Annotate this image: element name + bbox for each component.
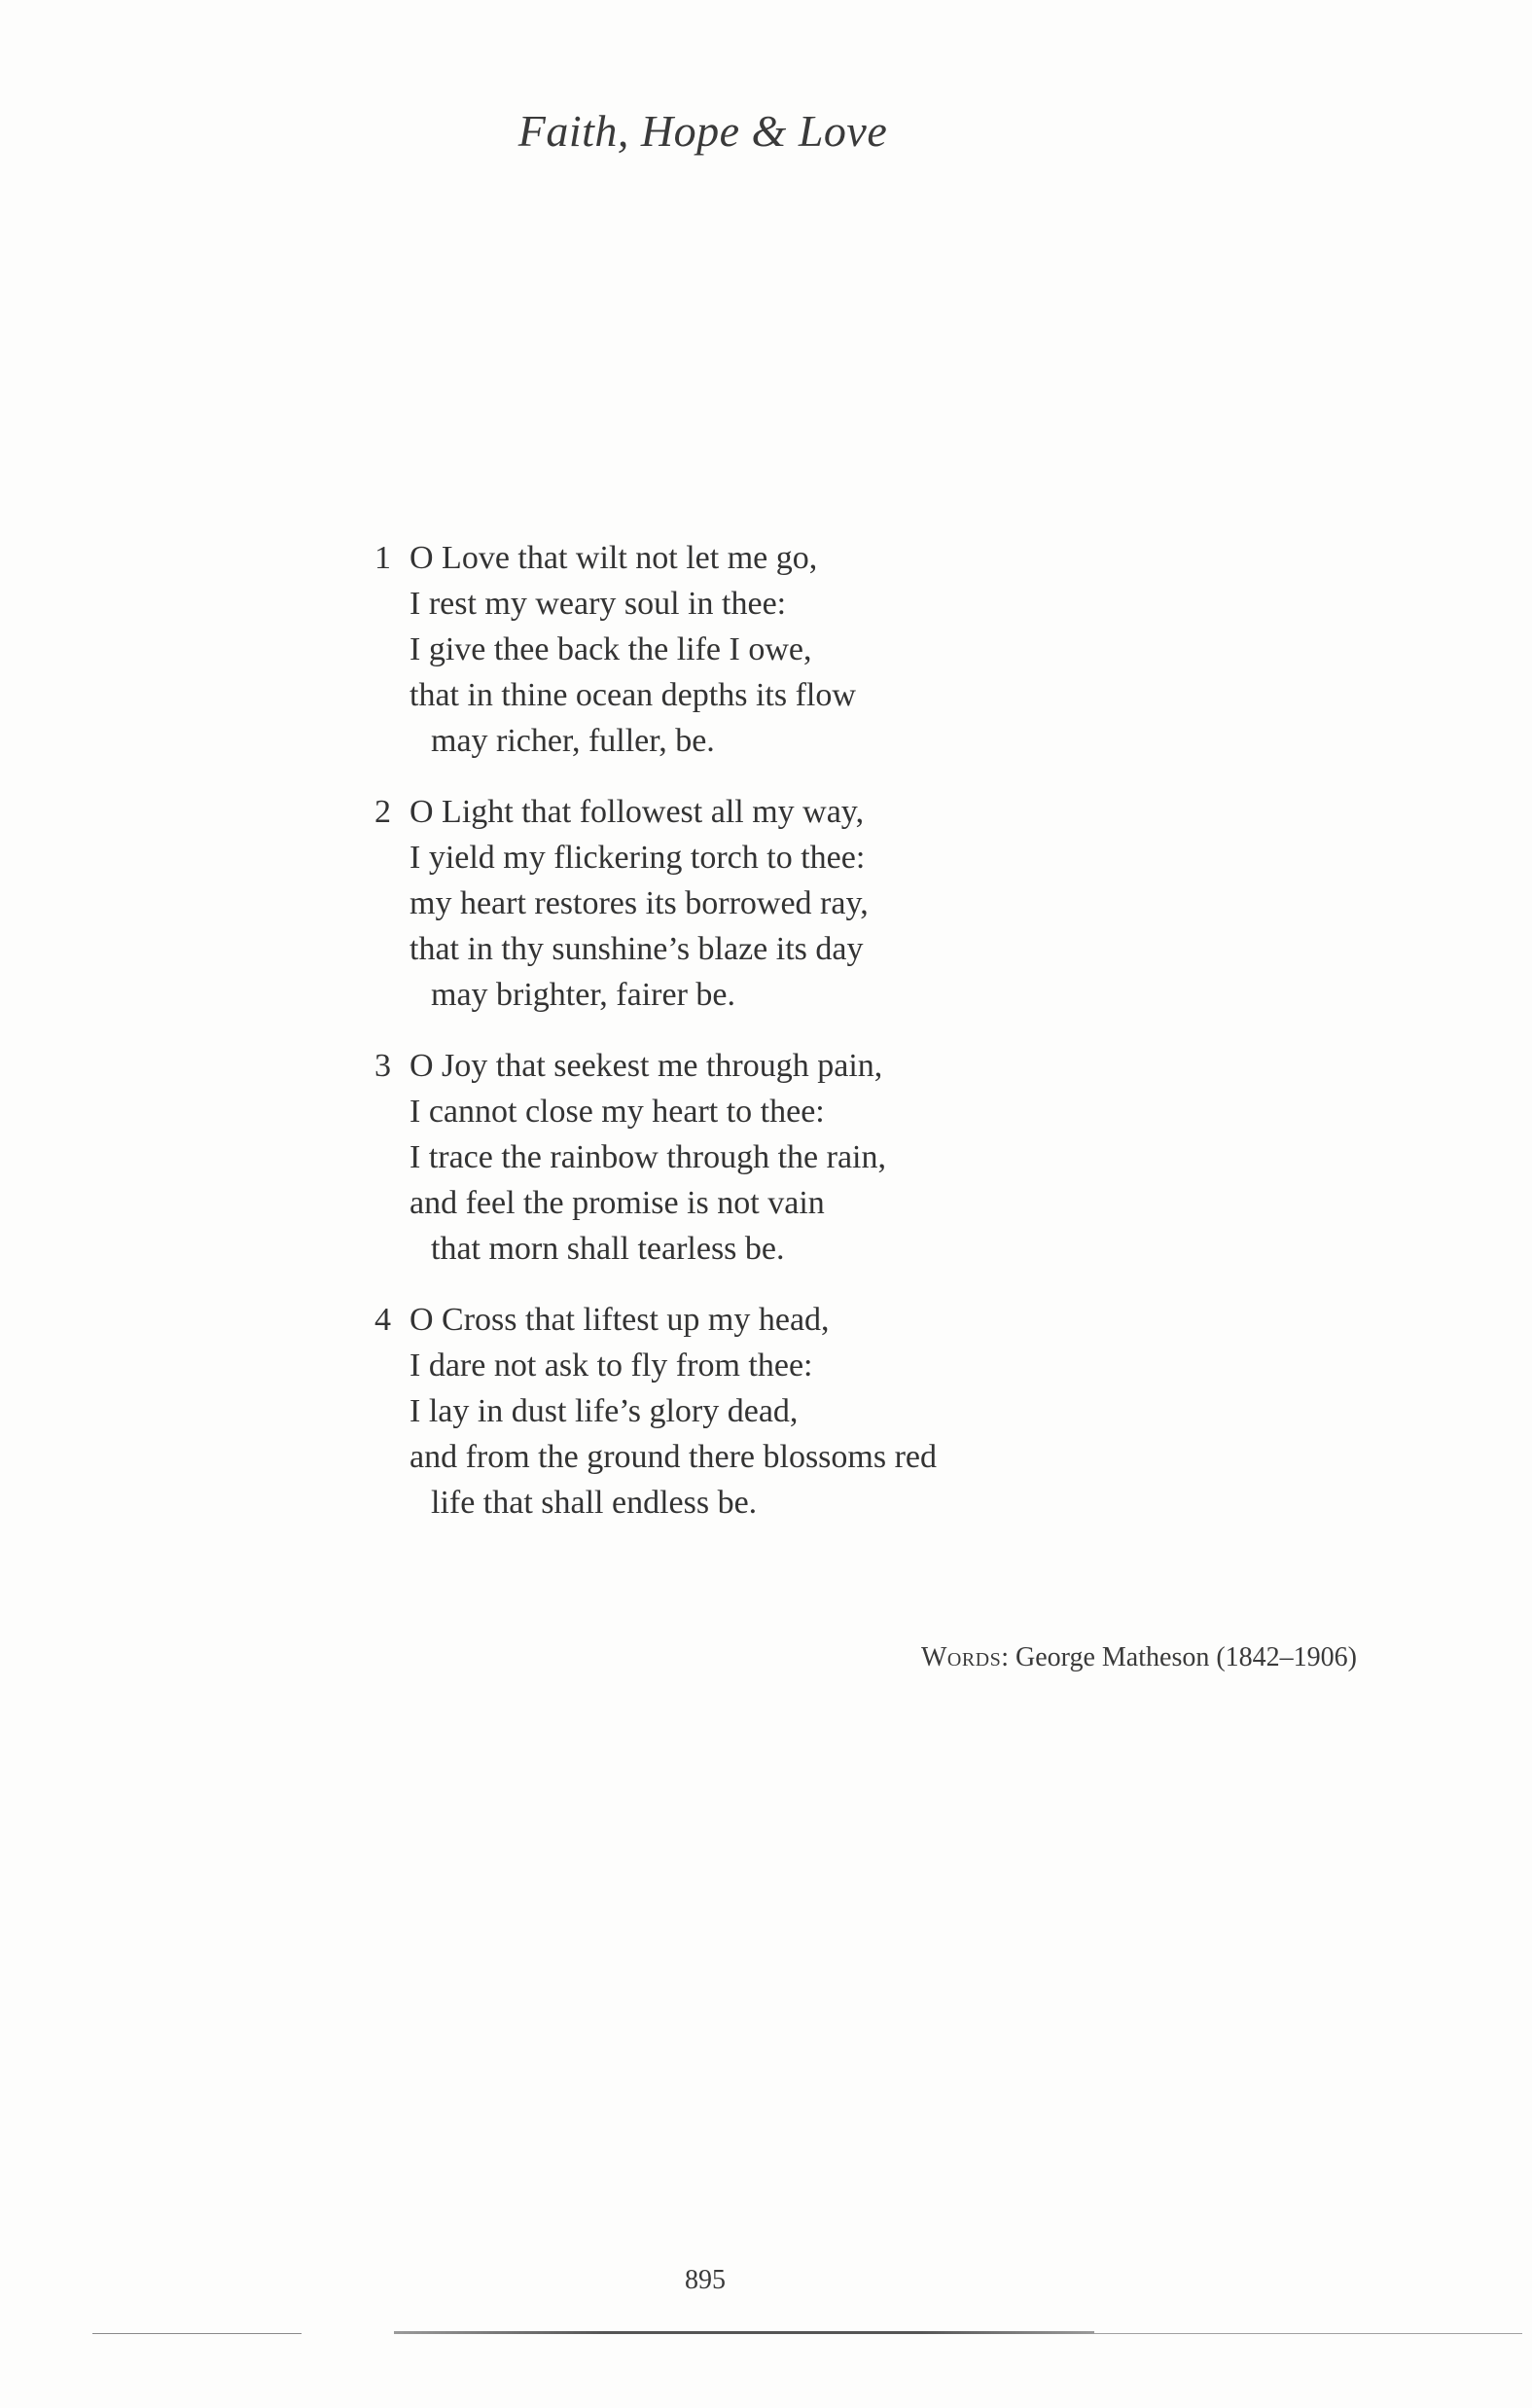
verse-line: I lay in dust life’s glory dead, [410, 1393, 799, 1429]
verse-line: that in thy sunshine’s blaze its day [410, 931, 864, 967]
section-title: Faith, Hope & Love [517, 106, 888, 156]
verse-line: I rest my weary soul in thee: [410, 586, 787, 622]
credit-separator: : [1001, 1642, 1010, 1672]
verse-line [374, 1297, 1055, 1343]
verse-line: my heart restores its borrowed ray, [410, 885, 869, 921]
verse-line-text: O Cross that liftest up my head, [410, 1302, 830, 1338]
verse-line: may richer, fuller, be. [431, 723, 715, 759]
footer-rule [394, 2331, 1094, 2334]
verse-1 [374, 535, 1055, 764]
words-credit [921, 1642, 1357, 1673]
verse-line: I give thee back the life I owe, [410, 631, 812, 667]
verse-line: and feel the promise is not vain [410, 1185, 825, 1221]
credit-author: George Matheson (1842–1906) [1009, 1642, 1357, 1672]
verse-line: life that shall endless be. [431, 1485, 758, 1521]
verse-line: that morn shall tearless be. [431, 1231, 785, 1267]
verse-line: that in thine ocean depths its flow [410, 677, 856, 713]
verse-number: 3 [374, 1048, 391, 1084]
verse-line-text: O Light that followest all my way, [410, 794, 865, 830]
verse-line-text: O Love that wilt not let me go, [410, 540, 818, 576]
verse-line: I cannot close my heart to thee: [410, 1094, 825, 1130]
verse-line: and from the ground there blossoms red [410, 1439, 937, 1475]
footer-rule-left [92, 2333, 302, 2334]
credit-label: Words [920, 1642, 1002, 1672]
verse-line [374, 789, 1055, 835]
verse-2 [374, 789, 1055, 1018]
hymn-text [374, 535, 1055, 1551]
verse-line: I trace the rainbow through the rain, [410, 1139, 886, 1175]
verse-line [374, 1043, 1055, 1089]
verse-line-text: O Joy that seekest me through pain, [410, 1048, 883, 1084]
verse-number: 2 [374, 794, 391, 830]
verse-number: 1 [374, 540, 391, 576]
footer-rule-right [1094, 2333, 1522, 2334]
verse-line: I yield my flickering torch to thee: [410, 840, 866, 876]
verse-line [374, 535, 1055, 581]
page-number: 895 [685, 2265, 726, 2295]
verse-line: may brighter, fairer be. [431, 977, 735, 1013]
verse-4 [374, 1297, 1055, 1526]
verse-line: I dare not ask to fly from thee: [410, 1348, 813, 1384]
verse-3 [374, 1043, 1055, 1272]
verse-number: 4 [374, 1302, 391, 1338]
